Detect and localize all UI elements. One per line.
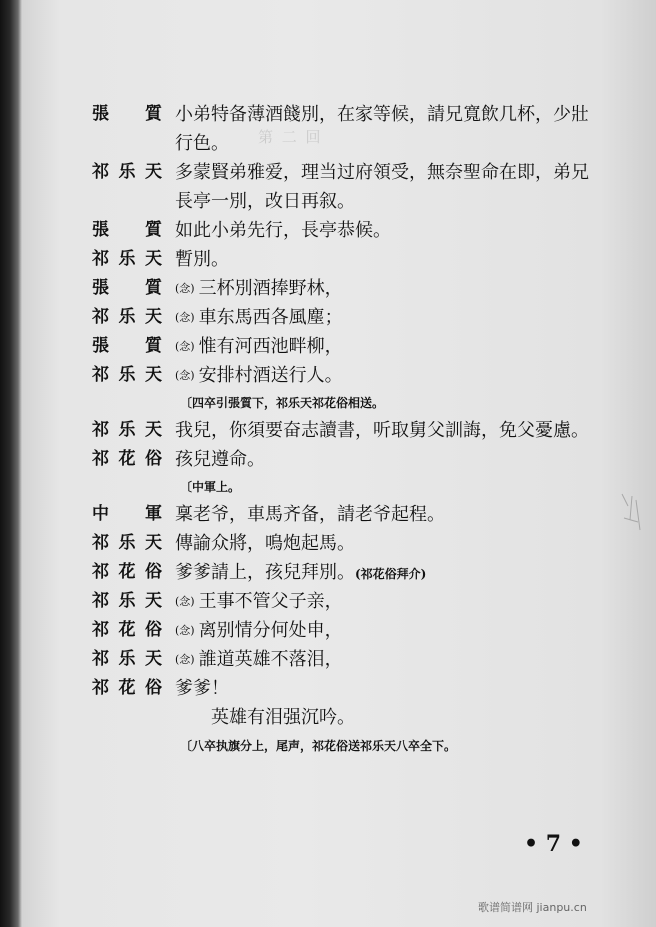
speech-text (175, 361, 343, 392)
speech-text: 行色。 (175, 133, 229, 154)
speaker-name: 祁乐天 (92, 591, 162, 611)
dialogue-line (92, 129, 612, 158)
speech-text: 孩兒遵命。 (175, 449, 265, 470)
speech-text: 稟老爷，車馬齐备，請老爷起程。 (175, 504, 445, 525)
recite-marker: (念) (175, 369, 195, 382)
dialogue-line (92, 416, 612, 445)
bleed-through-title: 第 二 回 (258, 128, 323, 146)
speaker-name: 祁花俗 (92, 678, 162, 698)
dialogue-line (92, 587, 612, 616)
speaker-name: 張質 (92, 104, 162, 124)
speaker-name: 祁乐天 (92, 162, 162, 182)
dialogue-line (92, 645, 612, 674)
recite-marker: (念) (175, 653, 195, 666)
speaker-name: 祁乐天 (92, 249, 162, 269)
dialogue-line (92, 245, 612, 274)
speech-text: 爹爹！ (175, 678, 229, 699)
speech-text (175, 274, 343, 305)
dialogue-line (92, 303, 612, 332)
dialogue-line (92, 616, 612, 645)
speaker-name: 祁花俗 (92, 562, 162, 582)
dialogue-line (92, 100, 612, 129)
recite-marker: (念) (175, 340, 195, 353)
speaker-name: 祁乐天 (92, 307, 162, 327)
stage-direction: 〔中軍上。 (180, 480, 241, 494)
speech-text: 多蒙賢弟雅爱，理当过府領受，無奈聖命在即，弟兄 (175, 162, 589, 183)
recite-marker: (念) (175, 595, 195, 608)
speech-text: 長亭一別，改日再叙。 (175, 191, 355, 212)
speech-text: 如此小弟先行，長亭恭候。 (175, 220, 391, 241)
speech-text: 傳諭众將，鳴炮起馬。 (175, 533, 355, 554)
dialogue-line (92, 445, 612, 474)
dialogue-line (92, 500, 612, 529)
dialogue-line (92, 274, 612, 303)
recite-marker: (念) (175, 624, 195, 637)
speaker-name: 張質 (92, 278, 162, 298)
speaker-name: 中軍 (92, 504, 162, 524)
dialogue-line (92, 361, 612, 390)
stage-direction: 〔四卒引張質下，祁乐天祁花俗相送。 (180, 396, 385, 410)
verse-text: 誰道英雄不落泪， (198, 649, 343, 670)
speech-text (175, 332, 343, 363)
site-watermark: 歌谱简谱网 jianpu.cn (478, 901, 587, 914)
dialogue-line (92, 558, 612, 587)
margin-scribble (618, 490, 648, 550)
verse-text: 惟有河西池畔柳， (198, 336, 343, 357)
dialogue-line (92, 529, 612, 558)
speaker-name: 張質 (92, 220, 162, 240)
action-note: (祁花俗拜介) (355, 567, 427, 581)
speech-text (175, 303, 343, 334)
script-body (92, 100, 612, 759)
verse-text: 离别情分何处申， (198, 620, 343, 641)
verse-text: 三杯別酒捧野林， (198, 278, 343, 299)
dialogue-line (92, 216, 612, 245)
speech-text (175, 558, 426, 589)
dialogue-line (92, 187, 612, 216)
speaker-name: 祁乐天 (92, 533, 162, 553)
speaker-name: 祁花俗 (92, 449, 162, 469)
speech-text (175, 645, 343, 676)
speech-main: 爹爹請上，孩兒拜別。 (175, 562, 355, 583)
final-verse-line: 英雄有泪强沉吟。 (211, 707, 355, 728)
dialogue-line (92, 332, 612, 361)
verse-text: 車东馬西各風塵； (198, 307, 343, 328)
speaker-name: 祁乐天 (92, 420, 162, 440)
dialogue-line (92, 158, 612, 187)
speech-text (175, 587, 343, 618)
recite-marker: (念) (175, 282, 195, 295)
speech-text: 小弟特备薄酒餞別，在家等候，請兄寬飲几杯，少壯 (175, 104, 589, 125)
verse-text: 王事不管父子亲， (198, 591, 343, 612)
binding-shadow (0, 0, 22, 927)
dialogue-line (92, 674, 612, 703)
verse-text: 安排村酒送行人。 (198, 365, 343, 386)
speech-text: 我兒，你須要奋志讀書，听取舅父訓誨，免父憂慮。 (175, 420, 589, 441)
page-number: • 7 • (524, 831, 583, 857)
speaker-name: 祁花俗 (92, 620, 162, 640)
speech-text: 暫別。 (175, 249, 229, 270)
speech-text (175, 616, 343, 647)
stage-direction: 〔八卒执旗分上，尾声，祁花俗送祁乐天八卒全下。 (180, 739, 457, 753)
speaker-name: 張質 (92, 336, 162, 356)
speaker-name: 祁乐天 (92, 365, 162, 385)
speaker-name: 祁乐天 (92, 649, 162, 669)
recite-marker: (念) (175, 311, 195, 324)
